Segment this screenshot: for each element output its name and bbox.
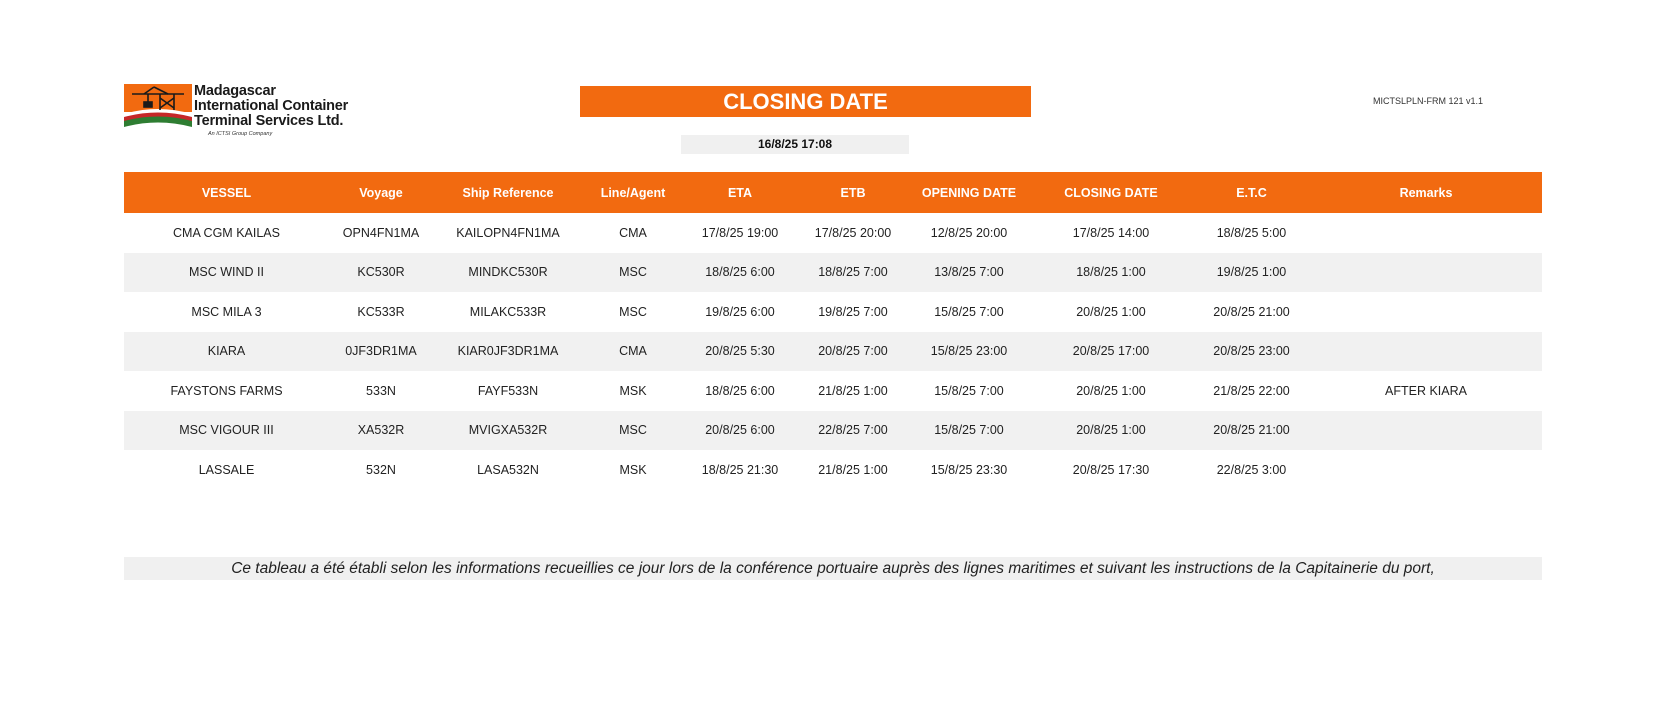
table-cell: 20/8/25 6:00 (683, 411, 797, 451)
column-header: VESSEL (124, 172, 329, 213)
table-cell: KC530R (329, 253, 433, 293)
table-cell: FAYF533N (477, 383, 539, 398)
table-cell: MSC (619, 304, 647, 319)
table-body (124, 213, 1542, 490)
table-cell: LASA532N (477, 462, 539, 477)
table-cell: MVIGXA532R (433, 411, 583, 451)
table-cell: 20/8/25 21:00 (1213, 304, 1290, 319)
table-cell: 15/8/25 23:30 (930, 462, 1008, 477)
table-cell: FAYSTONS FARMS (170, 383, 283, 398)
column-header: ETA (683, 172, 797, 213)
footer-note: Ce tableau a été établi selon les informations recueillies ce jour lors de la conférence portuaire auprès des lignes maritimes et suivant les instructions de la Capitainerie du port, (124, 557, 1542, 580)
table-cell: MSK (619, 462, 647, 477)
table-cell: 20/8/25 17:00 (1029, 332, 1193, 372)
column-header: Remarks (1310, 172, 1542, 213)
table-cell: 19/8/25 7:00 (818, 304, 888, 319)
table-cell: 18/8/25 6:00 (683, 253, 797, 293)
table-cell (1310, 292, 1542, 332)
table-cell: 18/8/25 21:30 (701, 462, 779, 477)
table-cell: 18/8/25 5:00 (1216, 225, 1287, 240)
table-cell: MILAKC533R (469, 304, 547, 319)
table-cell: 20/8/25 7:00 (797, 332, 909, 372)
table-cell: 17/8/25 20:00 (814, 225, 892, 240)
table-cell: 18/8/25 6:00 (705, 383, 775, 398)
table-row (124, 292, 1542, 332)
table-cell: MSC WIND II (124, 253, 329, 293)
table-cell: 533N (366, 383, 396, 398)
table-cell: KIARA (124, 332, 329, 372)
table-cell: 15/8/25 7:00 (909, 411, 1029, 451)
table-cell: 21/8/25 22:00 (1213, 383, 1290, 398)
table-cell: MSC (583, 253, 683, 293)
table-row (124, 371, 1542, 411)
column-header: ETB (797, 172, 909, 213)
table-cell (1310, 253, 1542, 293)
table-cell (1310, 332, 1542, 372)
company-name-line3: Terminal Services Ltd. (194, 113, 344, 129)
table-cell: XA532R (329, 411, 433, 451)
table-cell: KC533R (357, 304, 405, 319)
table-cell: MINDKC530R (433, 253, 583, 293)
table-cell: 20/8/25 21:00 (1193, 411, 1310, 451)
vessel-schedule-table (124, 172, 1542, 490)
table-cell: 20/8/25 1:00 (1076, 383, 1146, 398)
company-name (194, 84, 348, 129)
table-cell: 19/8/25 6:00 (705, 304, 775, 319)
table-row (124, 411, 1542, 451)
table-cell: 15/8/25 7:00 (934, 304, 1004, 319)
column-header: Voyage (329, 172, 433, 213)
column-header: OPENING DATE (909, 172, 1029, 213)
table-cell: 22/8/25 3:00 (1216, 462, 1287, 477)
table-cell: 19/8/25 1:00 (1193, 253, 1310, 293)
table-cell: 20/8/25 1:00 (1029, 411, 1193, 451)
table-row (124, 450, 1542, 490)
table-cell: 13/8/25 7:00 (909, 253, 1029, 293)
table-cell: MSC VIGOUR III (124, 411, 329, 451)
table-cell: 15/8/25 7:00 (934, 383, 1004, 398)
table-row (124, 253, 1542, 293)
report-date: 16/8/25 17:08 (681, 135, 909, 154)
crane-logo-icon (124, 84, 192, 130)
table-cell: OPN4FN1MA (342, 225, 420, 240)
table-cell: CMA (619, 225, 647, 240)
table-cell: 532N (366, 462, 396, 477)
column-header: E.T.C (1193, 172, 1310, 213)
table-cell: CMA CGM KAILAS (173, 225, 280, 240)
table-cell (1310, 213, 1542, 253)
table-cell: 20/8/25 23:00 (1193, 332, 1310, 372)
company-name-line1: Madagascar (194, 83, 276, 99)
table-cell: 18/8/25 7:00 (797, 253, 909, 293)
table-cell: 22/8/25 7:00 (797, 411, 909, 451)
form-code: MICTSLPLN-FRM 121 v1.1 (1373, 96, 1484, 106)
table-cell: 21/8/25 1:00 (818, 383, 888, 398)
table-cell: AFTER KIARA (1385, 383, 1467, 398)
table-cell (1310, 411, 1542, 451)
table-cell: 20/8/25 1:00 (1076, 304, 1146, 319)
table-cell: 18/8/25 1:00 (1029, 253, 1193, 293)
table-cell: KAILOPN4FN1MA (456, 225, 560, 240)
company-tagline: An ICTSI Group Company (208, 131, 273, 137)
table-cell: CMA (583, 332, 683, 372)
table-cell: 20/8/25 5:30 (683, 332, 797, 372)
table-cell: 12/8/25 20:00 (930, 225, 1008, 240)
table-cell: 20/8/25 17:30 (1072, 462, 1150, 477)
table-cell: 15/8/25 23:00 (909, 332, 1029, 372)
table-cell: 17/8/25 19:00 (701, 225, 779, 240)
column-header: Line/Agent (583, 172, 683, 213)
table-cell: LASSALE (198, 462, 255, 477)
table-cell: MSK (619, 383, 647, 398)
table-cell: MSC MILA 3 (191, 304, 262, 319)
column-header: Ship Reference (433, 172, 583, 213)
table-cell: 21/8/25 1:00 (818, 462, 888, 477)
table-cell: MSC (583, 411, 683, 451)
company-name-line2: International Container (194, 98, 349, 114)
table-cell: 0JF3DR1MA (329, 332, 433, 372)
table-row (124, 213, 1542, 253)
page-title: CLOSING DATE (580, 86, 1031, 117)
table-cell (1310, 450, 1542, 490)
table-cell: KIAR0JF3DR1MA (433, 332, 583, 372)
column-header: CLOSING DATE (1029, 172, 1193, 213)
company-logo (124, 84, 364, 140)
table-header-row (124, 172, 1542, 213)
table-cell: 17/8/25 14:00 (1072, 225, 1150, 240)
table-row (124, 332, 1542, 372)
